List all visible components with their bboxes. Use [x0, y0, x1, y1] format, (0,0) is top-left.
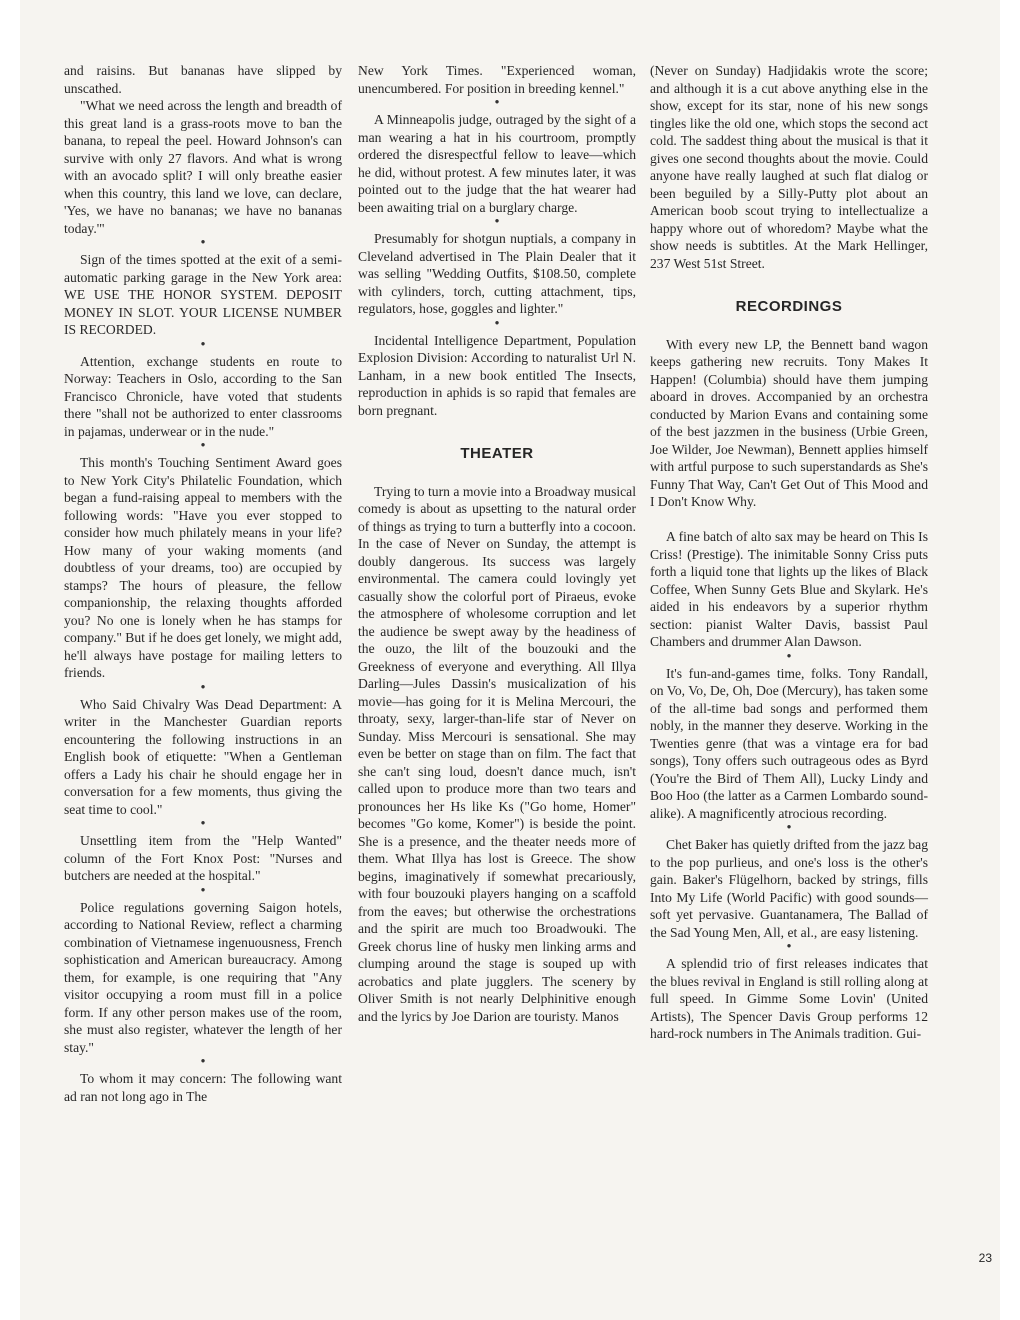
paragraph: With every new LP, the Bennett band wagon keeps gathering new recruits. Tony Makes It Happen! (Columbia) should have them jumping aboard in droves. Accompanied by an orchestra conducted by Marion Evans and containing some of the best jazzmen in the business (Urbie Green, Joe Wilder, Joe Newman), Bennett applies himself with artful purpose to such superstandards as She's Funny That Way, Can't Get Out of This Mood and I Don't Know Why. — [650, 336, 928, 509]
magazine-page — [20, 0, 1000, 1320]
separator-dot: ● — [494, 97, 500, 106]
paragraph: Trying to turn a movie into a Broadway musical comedy is about as upsetting to the natural order of things as trying to turn a butterfly into a cocoon. In the case of Never on Sunday, the attempt is doubly dangerous. Its success was largely environmental. The camera could lovingly yet casually show the colorful port of Piraeus, evoke the atmosphere of wholesome corruption and let the audience be swept away by the headiness of the ouzo, the lilt of the bouzouki and the Greekness of everyone and everything. All Illya Darling—Jules Dassin's musicalization of his movie—has going for it is Melina Mercouri, the throaty, sexy, larger-than-life star of Never on Sunday. Miss Mercouri is sensational. She may even be better on stage than on film. The fact that she can't sing loud, doesn't dance much, isn't called upon to produce more than two tears and pronounces her Hs like Ks ("Go home, Homer" becomes "Go kome, Komer") is beside the point. She is a presence, and the theater needs more of them. What Illya has lost is Greece. The show begins, imaginatively if somewhat precariously, with four bouzouki players hanging on a scaffold from the eaves; but otherwise the orchestrations and the spirit are much too Broadwouki. The Greek chorus line of husky men linking arms and clumping around the stage is souped up with acrobatics and plate jugglers. The scenery by Oliver Smith is not nearly Delphinitive enough and the lyrics by Joe Darion are touristy. Manos — [358, 483, 636, 1024]
paragraph: "What we need across the length and breadth of this great land is a grass-roots move to ban the banana, to repeal the peel. Howard Johnson's can survive with only 27 flavors. And what is wrong with an avocado split? I will only breathe easier when this country, this land we love, can declare, 'Yes, we have no bananas; we have no bananas today.'" — [64, 98, 342, 236]
page-number: 23 — [978, 1251, 992, 1265]
separator-dot: ● — [786, 822, 792, 831]
separator-dot: ● — [494, 216, 500, 225]
paragraph: Sign of the times spotted at the exit of a semi-automatic parking garage in the New York area: WE USE THE HONOR SYSTEM. DEPOSIT MONEY IN SLOT. YOUR LICENSE NUMBER IS RECORDED. — [64, 252, 342, 337]
paragraph: Incidental Intelligence Department, Population Explosion Division: According to naturalist Url N. Lanham, in a new book entitled The Insects, reproduction in aphids is so rapid that females are born pregnant. — [358, 332, 636, 418]
separator-dot: ● — [200, 681, 206, 691]
paragraph: Attention, exchange students en route to Norway: Teachers in Oslo, according to the San Francisco Chronicle, have voted that students there "shall not be authorized to enter classrooms in pajamas, underwear or in the nude." — [64, 353, 342, 439]
separator-dot: ● — [200, 1056, 206, 1065]
paragraph: This month's Touching Sentiment Award goes to New York City's Philatelic Foundation, which began a fund-raising appeal to members with the following words: "Have you ever stopped to consider how much philately means in your life? How many of your waking moments (and doubtless of your dreams, too) are occupied by stamps? The hours of pleasure, the fellow companionship, the relaxing thoughts afforded you? No one is lonely when he has stamps for company." But if he does get lonely, we might add, he'll always have postage for mailing letters to friends. — [64, 455, 342, 680]
paragraph: A Minneapolis judge, outraged by the sight of a man wearing a hat in his courtroom, promptly ordered the disrespectful fellow to leave—which he did, without protest. A few minutes later, it was pointed out to the judge that the hat wearer had been awaiting trial on a burglary charge. — [358, 112, 636, 215]
separator-dot: ● — [200, 237, 206, 246]
separator-dot: ● — [200, 818, 206, 827]
paragraph: New York Times. "Experienced woman, unencumbered. For position in breeding kennel." — [358, 63, 636, 96]
column-1 — [64, 62, 342, 1123]
paragraph: A fine batch of alto sax may be heard on This Is Criss! (Prestige). The inimitable Sonny Criss puts forth a liquid tone that lights up the likes of Black Coffee, When Sunny Gets Blue and Skylark. He's aided in his endeavors by a superior rhythm section: pianist Walter Davis, bassist Paul Chambers and drummer Alan Dawson. — [650, 529, 928, 649]
paragraph: Unsettling item from the "Help Wanted" column of the Fort Knox Post: "Nurses and butchers are needed at the hospital." — [64, 833, 342, 883]
separator-dot: ● — [200, 884, 206, 894]
separator-dot: ● — [200, 440, 206, 449]
section-heading-theater: THEATER — [460, 445, 534, 462]
column-3 — [650, 62, 928, 1060]
paragraph: It's fun-and-games time, folks. Tony Randall, on Vo, Vo, De, Oh, Doe (Mercury), has taken some of the all-time bad songs and performed them nobly, in the manner they deserve. Working in the Twenties genre (that was a vintage era for bad songs), Tony offers such outrageous odes as Byrd (You're the Bird of Them All), Lucky Lindy and Boo Hoo (the latter as a Carmen Lombardo sound-alike). A magnificently atrocious recording. — [650, 665, 928, 821]
paragraph: Who Said Chivalry Was Dead Department: A writer in the Manchester Guardian reports encountering the following instructions in an English book of etiquette: "When a Gentleman offers a Lady his chair he should engage her in conversation for a few moments, thus giving the seat time to cool." — [64, 696, 342, 817]
paragraph: and raisins. But bananas have slipped by unscathed. — [64, 63, 342, 96]
separator-dot: ● — [200, 338, 206, 348]
paragraph: Police regulations governing Saigon hotels, according to National Review, reflect a charming combination of Vietnamese ingenuousness, French sophistication and American bureaucracy. Among them, for example, is one requiring that "Any visitor occupying a room must fill in a police form. If any other person makes use of the room, she must also register, whatever the length of her stay." — [64, 899, 342, 1055]
separator-dot: ● — [494, 317, 500, 327]
separator-dot: ● — [786, 650, 792, 660]
paragraph: A splendid trio of first releases indicates that the blues revival in England is still rolling along at full speed. In Gimme Some Lovin' (United Artists), The Spencer Davis Group performs 12 hard-rock numbers in The Animals tradition. Gui- — [650, 956, 928, 1041]
paragraph: Presumably for shotgun nuptials, a company in Cleveland advertised in The Plain Dealer that it was selling "Wedding Outfits, $108.50, complete with cylinders, torch, cutting attachment, tips, regulators, hose, goggles and lighter." — [358, 231, 636, 316]
separator-dot: ● — [786, 941, 792, 950]
paragraph: To whom it may concern: The following want ad ran not long ago in The — [64, 1071, 342, 1104]
column-2 — [358, 62, 636, 1043]
section-heading-recordings: RECORDINGS — [735, 298, 843, 315]
paragraph: (Never on Sunday) Hadjidakis wrote the score; and although it is a cut above anything else in the show, except for its star, none of his new songs tingles like the old one, which stops the second act cold. The saddest thing about the musical is that it gives one second thoughts about the movie. Could anyone have really laughed at such flat dialog or been beguiled by a Silly-Putty plot about an American boob scout trying to intellectualize a happy whore out of whoredom? Maybe what the show needs is subtitles. At the Mark Hellinger, 237 West 51st Street. — [650, 63, 928, 271]
paragraph: Chet Baker has quietly drifted from the jazz bag to the pop purlieus, and one's loss is the other's gain. Baker's Flügelhorn, backed by strings, fills Into My Life (World Pacific) with good sounds—soft yet pervasive. Guantanamera, The Ballad of the Sad Young Men, All, et al., are easy listening. — [650, 837, 928, 940]
